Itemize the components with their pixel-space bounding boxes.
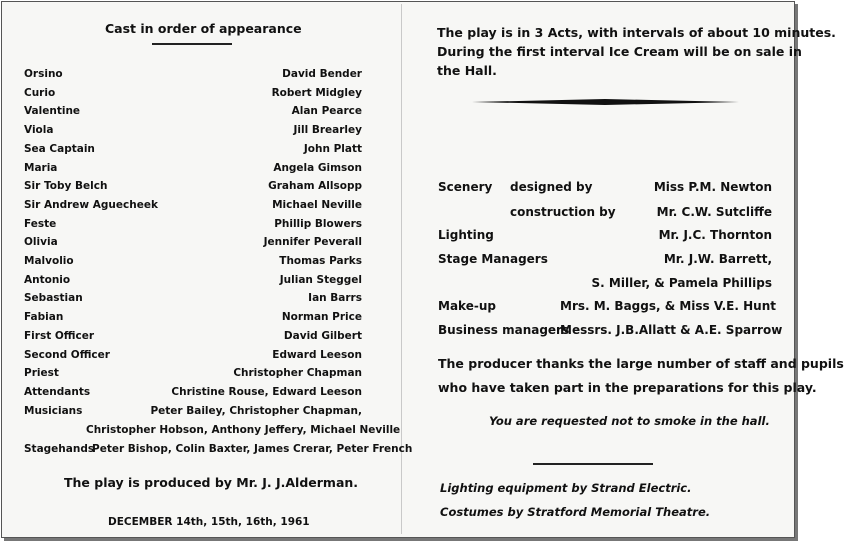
stage-managers-value-2: S. Miller, & Pamela Phillips xyxy=(591,276,772,290)
cast-role: Sea Captain xyxy=(24,143,95,155)
intro-line-3: the Hall. xyxy=(437,63,497,78)
cast-actor: Alan Pearce xyxy=(291,105,362,117)
producer-line: The play is produced by Mr. J. J.Alderman. xyxy=(64,475,359,490)
cast-actor: Jennifer Peverall xyxy=(263,236,362,248)
cast-actor: Norman Price xyxy=(281,311,362,323)
intro-line-1: The play is in 3 Acts, with intervals of about 10 minutes. xyxy=(437,25,836,40)
cast-role: Fabian xyxy=(24,311,64,323)
credits-divider xyxy=(533,463,653,465)
cast-role: Maria xyxy=(24,162,58,174)
cast-actor: Angela Gimson xyxy=(273,162,362,174)
cast-role: Musicians xyxy=(24,405,83,417)
cast-role: Feste xyxy=(24,218,57,230)
ornamental-divider xyxy=(472,99,739,105)
designed-by-label: designed by xyxy=(510,180,593,194)
cast-title: Cast in order of appearance xyxy=(105,21,302,36)
cast-actor: Peter Bailey, Christopher Chapman, xyxy=(150,405,362,417)
cast-actor: Ian Barrs xyxy=(308,292,362,304)
makeup-value: Mrs. M. Baggs, & Miss V.E. Hunt xyxy=(560,299,776,313)
no-smoking-notice: You are requested not to smoke in the hall. xyxy=(489,414,770,428)
cast-actor: Robert Midgley xyxy=(271,87,362,99)
construction-value: Mr. C.W. Sutcliffe xyxy=(656,205,772,219)
cast-actor: Michael Neville xyxy=(272,199,362,211)
cast-role: Sir Andrew Aguecheek xyxy=(24,199,158,211)
cast-actor: Graham Allsopp xyxy=(268,180,362,192)
programme-page xyxy=(1,1,795,538)
intro-line-2: During the first interval Ice Cream will be on sale in xyxy=(437,44,802,59)
cast-role: Curio xyxy=(24,87,56,99)
cast-role: Valentine xyxy=(24,105,81,117)
cast-role: Attendants xyxy=(24,386,91,398)
cast-role: Second Officer xyxy=(24,349,110,361)
cast-role: Priest xyxy=(24,367,59,379)
business-value: Messrs. J.B.Allatt & A.E. Sparrow xyxy=(560,323,783,337)
cast-actor: Edward Leeson xyxy=(272,349,362,361)
designed-by-value: Miss P.M. Newton xyxy=(653,180,772,194)
stage-managers-value-1: Mr. J.W. Barrett, xyxy=(663,252,772,266)
cast-actor: Julian Steggel xyxy=(279,274,362,286)
cast-actor: David Bender xyxy=(282,68,362,80)
cast-actor: David Gilbert xyxy=(283,330,362,342)
cast-role: Antonio xyxy=(24,274,71,286)
cast-actor: John Platt xyxy=(303,143,362,155)
cast-actor: Christine Rouse, Edward Leeson xyxy=(171,386,362,398)
stagehands-names: Peter Bishop, Colin Baxter, James Crerar, Peter French xyxy=(92,443,413,455)
construction-label: construction by xyxy=(510,205,616,219)
stage-managers-label: Stage Managers xyxy=(438,252,548,266)
lighting-label: Lighting xyxy=(438,228,494,242)
cast-role: Olivia xyxy=(24,236,58,248)
cast-role: Sir Toby Belch xyxy=(24,180,108,192)
costumes-credit: Costumes by Stratford Memorial Theatre. xyxy=(440,505,711,519)
cast-actor: Phillip Blowers xyxy=(274,218,362,230)
title-underline xyxy=(152,43,232,45)
scenery-label: Scenery xyxy=(438,180,493,194)
cast-actor: Jill Brearley xyxy=(293,124,362,136)
cast-role: First Officer xyxy=(24,330,95,342)
musicians-line2: Christopher Hobson, Anthony Jeffery, Michael Neville xyxy=(86,424,401,436)
cast-actor: Christopher Chapman xyxy=(233,367,362,379)
thanks-line-2: who have taken part in the preparations for this play. xyxy=(438,380,817,395)
lighting-value: Mr. J.C. Thornton xyxy=(658,228,772,242)
lighting-credit: Lighting equipment by Strand Electric. xyxy=(440,481,692,495)
cast-role: Orsino xyxy=(24,68,63,80)
makeup-label: Make-up xyxy=(438,299,496,313)
stagehands-label: Stagehands xyxy=(24,443,95,455)
business-label: Business managers xyxy=(438,323,570,337)
performance-dates: DECEMBER 14th, 15th, 16th, 1961 xyxy=(108,516,310,528)
thanks-line-1: The producer thanks the large number of staff and pupils xyxy=(438,356,844,371)
cast-role: Malvolio xyxy=(24,255,74,267)
cast-actor: Thomas Parks xyxy=(279,255,362,267)
cast-role: Viola xyxy=(24,124,54,136)
cast-role: Sebastian xyxy=(24,292,83,304)
